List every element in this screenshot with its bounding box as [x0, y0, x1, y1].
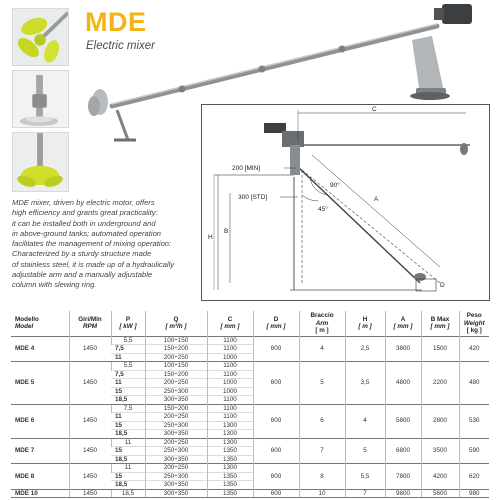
d-cell: 600: [253, 336, 299, 362]
flow-cell: 300÷350: [145, 430, 207, 439]
flow-cell: 250÷300: [145, 447, 207, 456]
a-cell: 6800: [385, 438, 421, 464]
h-cell: 5,5: [345, 464, 385, 490]
c-cell: 1300: [207, 421, 253, 430]
bmax-cell: 3500: [421, 438, 459, 464]
table-row: [11, 404, 489, 413]
rpm-cell: 1450: [69, 438, 111, 464]
h-cell: 5: [345, 438, 385, 464]
header-c: C [ mm ]: [207, 311, 253, 336]
mixer-detail-illustration: [13, 71, 68, 127]
c-cell: 1000: [207, 379, 253, 388]
description-line: column with slewing ring.: [12, 280, 97, 290]
flow-cell: 100÷150: [145, 362, 207, 371]
power-cell: 7,5: [111, 404, 145, 413]
flow-cell: 250÷300: [145, 472, 207, 481]
description-line: adjustable arm and a manually adjustable: [12, 270, 153, 280]
b-label: B: [224, 228, 229, 235]
header-model: Modello Model: [15, 315, 39, 331]
c-label: C: [372, 106, 377, 113]
rpm-cell: 1450: [69, 464, 111, 490]
power-cell: 11: [111, 353, 145, 362]
header-d: D [ mm ]: [253, 311, 299, 336]
power-cell: 11: [111, 464, 145, 473]
c-cell: 1350: [207, 489, 253, 498]
h-label: H: [208, 234, 213, 241]
flow-cell: 150÷200: [145, 404, 207, 413]
description-line: facilitates the management of mixing operation:: [12, 239, 172, 249]
c-cell: 1000: [207, 387, 253, 396]
description-line: in above-ground tanks; automated operation: [12, 228, 162, 238]
a-cell: 9800: [385, 489, 421, 498]
model-cell: MDE 5: [11, 362, 69, 405]
product-title: MDE: [85, 7, 147, 37]
h-cell: 4: [345, 404, 385, 438]
table-row: [11, 362, 489, 371]
c-cell: 1100: [207, 396, 253, 405]
power-cell: 18,5: [111, 455, 145, 464]
weight-cell: 980: [459, 489, 489, 498]
table-row: [11, 489, 489, 498]
weight-cell: 620: [459, 464, 489, 490]
a-cell: 7800: [385, 464, 421, 490]
propeller-photo: [12, 8, 69, 66]
header-arm: Braccio Arm [ m ]: [299, 311, 345, 336]
model-cell: MDE 6: [11, 404, 69, 438]
model-cell: MDE 10: [11, 489, 69, 498]
header-flow: Q [ m³/h ]: [145, 311, 207, 336]
description-line: Characterized by a sturdy structure made: [12, 249, 152, 259]
angle-90-label: 90°: [330, 182, 340, 189]
c-cell: 1300: [207, 438, 253, 447]
a-cell: 5800: [385, 404, 421, 438]
rpm-cell: 1450: [69, 336, 111, 362]
flow-cell: 200÷250: [145, 464, 207, 473]
rpm-cell: 1450: [69, 404, 111, 438]
c-cell: 1100: [207, 362, 253, 371]
h-cell: 7: [345, 489, 385, 498]
weight-cell: 590: [459, 438, 489, 464]
flow-cell: 100÷150: [145, 336, 207, 345]
power-cell: 7,5: [111, 345, 145, 354]
c-cell: 1350: [207, 481, 253, 490]
model-cell: MDE 7: [11, 438, 69, 464]
header-weight: Peso Weight [ kg ]: [459, 311, 489, 336]
c-cell: 1300: [207, 464, 253, 473]
specifications-table: [11, 311, 489, 498]
header-rpm: Giri/Min RPM: [69, 311, 111, 336]
description-line: of stainless steel, it is made up of a hydraulically: [12, 259, 175, 269]
description-line: high efficiency and grants great practicality:: [12, 208, 158, 218]
bmax-cell: 5600: [421, 489, 459, 498]
dimension-drawing: [202, 105, 489, 300]
arm-cell: 4: [299, 336, 345, 362]
c-cell: 1100: [207, 413, 253, 422]
power-cell: 18,5: [111, 481, 145, 490]
c-cell: 1100: [207, 336, 253, 345]
power-cell: 15: [111, 447, 145, 456]
rpm-cell: 1450: [69, 362, 111, 405]
flow-cell: 150÷200: [145, 370, 207, 379]
d-label: D: [440, 282, 445, 289]
power-cell: 18,5: [111, 396, 145, 405]
header-bmax: B Max [ mm ]: [421, 311, 459, 336]
power-cell: 5,5: [111, 336, 145, 345]
description-line: MDE mixer, driven by electric motor, offers: [12, 198, 155, 207]
bmax-cell: 1500: [421, 336, 459, 362]
bmax-cell: 4200: [421, 464, 459, 490]
product-description: [12, 198, 212, 291]
c-cell: 1100: [207, 345, 253, 354]
arm-cell: 5: [299, 362, 345, 405]
d-cell: 600: [253, 438, 299, 464]
arm-cell: 6: [299, 404, 345, 438]
std-label: 300 [STD]: [238, 194, 268, 201]
dimension-diagram: [201, 104, 490, 301]
flow-cell: 300÷350: [145, 396, 207, 405]
weight-cell: 480: [459, 362, 489, 405]
flow-cell: 250÷300: [145, 421, 207, 430]
d-cell: 600: [253, 404, 299, 438]
table-row: [11, 336, 489, 345]
c-cell: 1350: [207, 455, 253, 464]
header-h: H [ m ]: [345, 311, 385, 336]
mixer-detail-photo: [12, 70, 69, 128]
propeller-closeup-photo: [12, 132, 69, 192]
flow-cell: 150÷200: [145, 345, 207, 354]
table-row: [11, 438, 489, 447]
d-cell: 600: [253, 464, 299, 490]
c-cell: 1100: [207, 370, 253, 379]
weight-cell: 530: [459, 404, 489, 438]
model-cell: MDE 8: [11, 464, 69, 490]
header-power: P [ kW ]: [111, 311, 145, 336]
c-cell: 1350: [207, 447, 253, 456]
arm-cell: 8: [299, 464, 345, 490]
table-header-row: [11, 311, 489, 336]
min-label: 200 [MIN]: [232, 165, 261, 172]
table-row: [11, 464, 489, 473]
d-cell: 600: [253, 489, 299, 498]
c-cell: 1300: [207, 430, 253, 439]
c-cell: 1000: [207, 353, 253, 362]
propeller-illustration: [13, 9, 68, 65]
power-cell: 5,5: [111, 362, 145, 371]
a-label: A: [374, 196, 379, 203]
flow-cell: 300÷350: [145, 481, 207, 490]
h-cell: 3,5: [345, 362, 385, 405]
a-cell: 3800: [385, 336, 421, 362]
power-cell: 15: [111, 387, 145, 396]
angle-45-label: 45°: [318, 206, 328, 213]
power-cell: 11: [111, 413, 145, 422]
flow-cell: 200÷250: [145, 353, 207, 362]
flow-cell: 200÷250: [145, 379, 207, 388]
c-cell: 1100: [207, 404, 253, 413]
flow-cell: 200÷250: [145, 438, 207, 447]
description-line: it can be installed both in underground and: [12, 218, 156, 228]
weight-cell: 420: [459, 336, 489, 362]
power-cell: 11: [111, 438, 145, 447]
product-subtitle: Electric mixer: [86, 40, 156, 52]
power-cell: 18,5: [111, 489, 145, 498]
flow-cell: 200÷250: [145, 413, 207, 422]
propeller-closeup-illustration: [13, 133, 68, 191]
power-cell: 15: [111, 421, 145, 430]
bmax-cell: 2800: [421, 404, 459, 438]
power-cell: 15: [111, 472, 145, 481]
header-a: A [ mm ]: [385, 311, 421, 336]
arm-cell: 7: [299, 438, 345, 464]
arm-cell: 10: [299, 489, 345, 498]
power-cell: 7,5: [111, 370, 145, 379]
a-cell: 4800: [385, 362, 421, 405]
power-cell: 11: [111, 379, 145, 388]
c-cell: 1350: [207, 472, 253, 481]
d-cell: 600: [253, 362, 299, 405]
flow-cell: 300÷350: [145, 455, 207, 464]
rpm-cell: 1450: [69, 489, 111, 498]
bmax-cell: 2200: [421, 362, 459, 405]
flow-cell: 300÷350: [145, 489, 207, 498]
h-cell: 2,5: [345, 336, 385, 362]
flow-cell: 250÷300: [145, 387, 207, 396]
power-cell: 18,5: [111, 430, 145, 439]
model-cell: MDE 4: [11, 336, 69, 362]
